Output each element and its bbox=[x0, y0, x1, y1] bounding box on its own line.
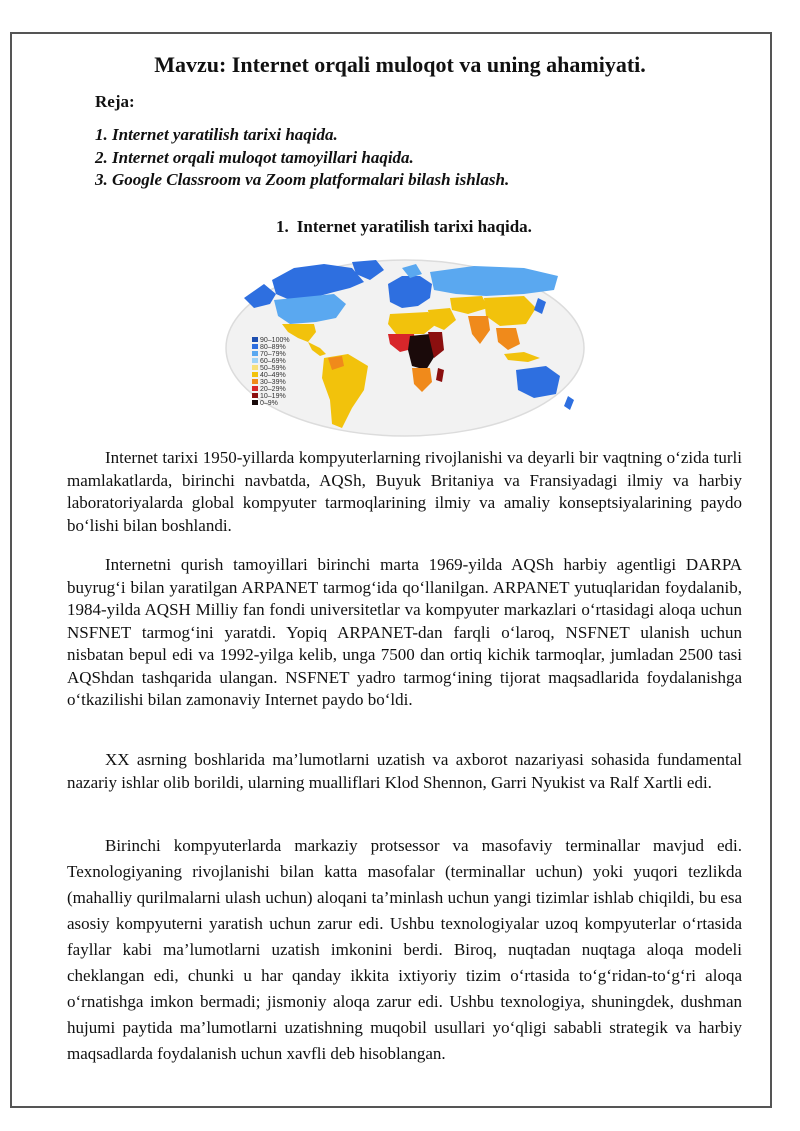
plan-item: 2. Internet orqali muloqot tamoyillari haqida. bbox=[95, 147, 414, 167]
map-region-russia bbox=[430, 266, 558, 296]
legend-label: 20–29% bbox=[260, 386, 286, 393]
plan-item: 3. Google Classroom va Zoom platformalari bilash ishlash. bbox=[95, 170, 510, 189]
map-region-new-zealand bbox=[564, 396, 574, 410]
paragraph: XX asrning boshlarida ma’lumotlarni uzatish va axborot nazariyasi sohasida fundamental nazariy ishlar olib borildi, ularning mualliflari Klod Shennon, Garri Nyukist va Ralf Xartli edi. bbox=[67, 750, 742, 792]
map-legend bbox=[252, 337, 290, 407]
section-title: Internet yaratilish tarixi haqida. bbox=[296, 217, 532, 236]
paragraph: Internetni qurish tamoyillari birinchi marta 1969-yilda AQSh harbiy agentligi DARPA buyrug‘i bilan yaratilgan ARPANET tarmog‘ida qo‘llanilgan. ARPANET yutuqlaridan foydalanib, 1984-yilda AQSH Milliy fan fondi universitetlar va kompyuter markazlari o‘rtasidagi aloqa uchun NSFNET tarmog‘ini yaratdi. Yopiq ARPANET-dan farqli o‘laroq, NSFNET ulanish uchun nisbatan bepul edi va 1992-yilga kelib, unga 7500 dan ortiq kichik tarmoqlar, jumladan 2500 tasi AQShdan tashqarida ulangan. NSFNET yadro tarmog‘ining tijorat maqsadlarida foydalanishga o‘tkazilishi bilan zamonaviy Internet paydo bo‘ldi. bbox=[67, 555, 742, 709]
section-number: 1. bbox=[276, 217, 289, 236]
paragraph: Internet tarixi 1950-yillarda kompyuterlarning rivojlanishi va deyarli bir vaqtning o‘zida turli mamlakatlarda, birinchi navbatda, AQSh, Buyuk Britaniya va Fransiyadagi ilmiy va harbiy laboratoriyalarda global kompyuter tarmoqlarining ilmiy va amaliy konseptsiyalarining paydo bo‘lishi bilan boshlandi. bbox=[67, 448, 742, 535]
legend-label: 50–59% bbox=[260, 365, 286, 372]
legend-label: 30–39% bbox=[260, 379, 286, 386]
legend-label: 60–69% bbox=[260, 358, 286, 365]
page-title: Mavzu: Internet orqali muloqot va uning ahamiyati. bbox=[154, 52, 646, 77]
section-heading bbox=[0, 217, 800, 237]
legend-label: 40–49% bbox=[260, 372, 286, 379]
legend-label: 90–100% bbox=[260, 337, 290, 344]
legend-label: 70–79% bbox=[260, 351, 286, 358]
plan-heading: Reja: bbox=[95, 92, 135, 111]
legend-label: 10–19% bbox=[260, 393, 286, 400]
legend-label: 0–9% bbox=[260, 400, 278, 407]
paragraph: Birinchi kompyuterlarda markaziy protsessor va masofaviy terminallar mavjud edi. Texnologiyaning rivojlanishi bilan katta masofalar (terminallar uchun) yoki yuqori tezlikda (mahalliy qurilmalarni ulash uchun) aloqani ta’minlash uchun yangi tizimlar ishlab chiqildi, bu esa asosiy kompyuterni yaratish uchun zarur edi. Ushbu texnologiyalar uzoq kompyuterlar o‘rtasida fayllar kabi ma’lumotlarni uzatish imkonini berdi. Biroq, nuqtadan nuqtaga aloqa modeli cheklangan edi, chunki u har qanday ikkita ixtiyoriy tizim o‘rtasida to‘g‘ridan-to‘g‘ri aloqa o‘rnatishga imkon bermadi; jismoniy aloqa zarur edi. Ushbu texnologiya, shuningdek, dushman hujumi paytida ma’lumotlarni uzatishning muqobil usullari yo‘qligi sababli strategik va harbiy maqsadlarda foydalanish uchun xavfli deb hisoblangan. bbox=[67, 836, 742, 1063]
map-region-north-africa bbox=[388, 312, 434, 334]
legend-label: 80–89% bbox=[260, 344, 286, 351]
world-internet-usage-map bbox=[224, 258, 586, 438]
plan-list bbox=[95, 124, 509, 192]
plan-item: 1. Internet yaratilish tarixi haqida. bbox=[95, 125, 338, 144]
